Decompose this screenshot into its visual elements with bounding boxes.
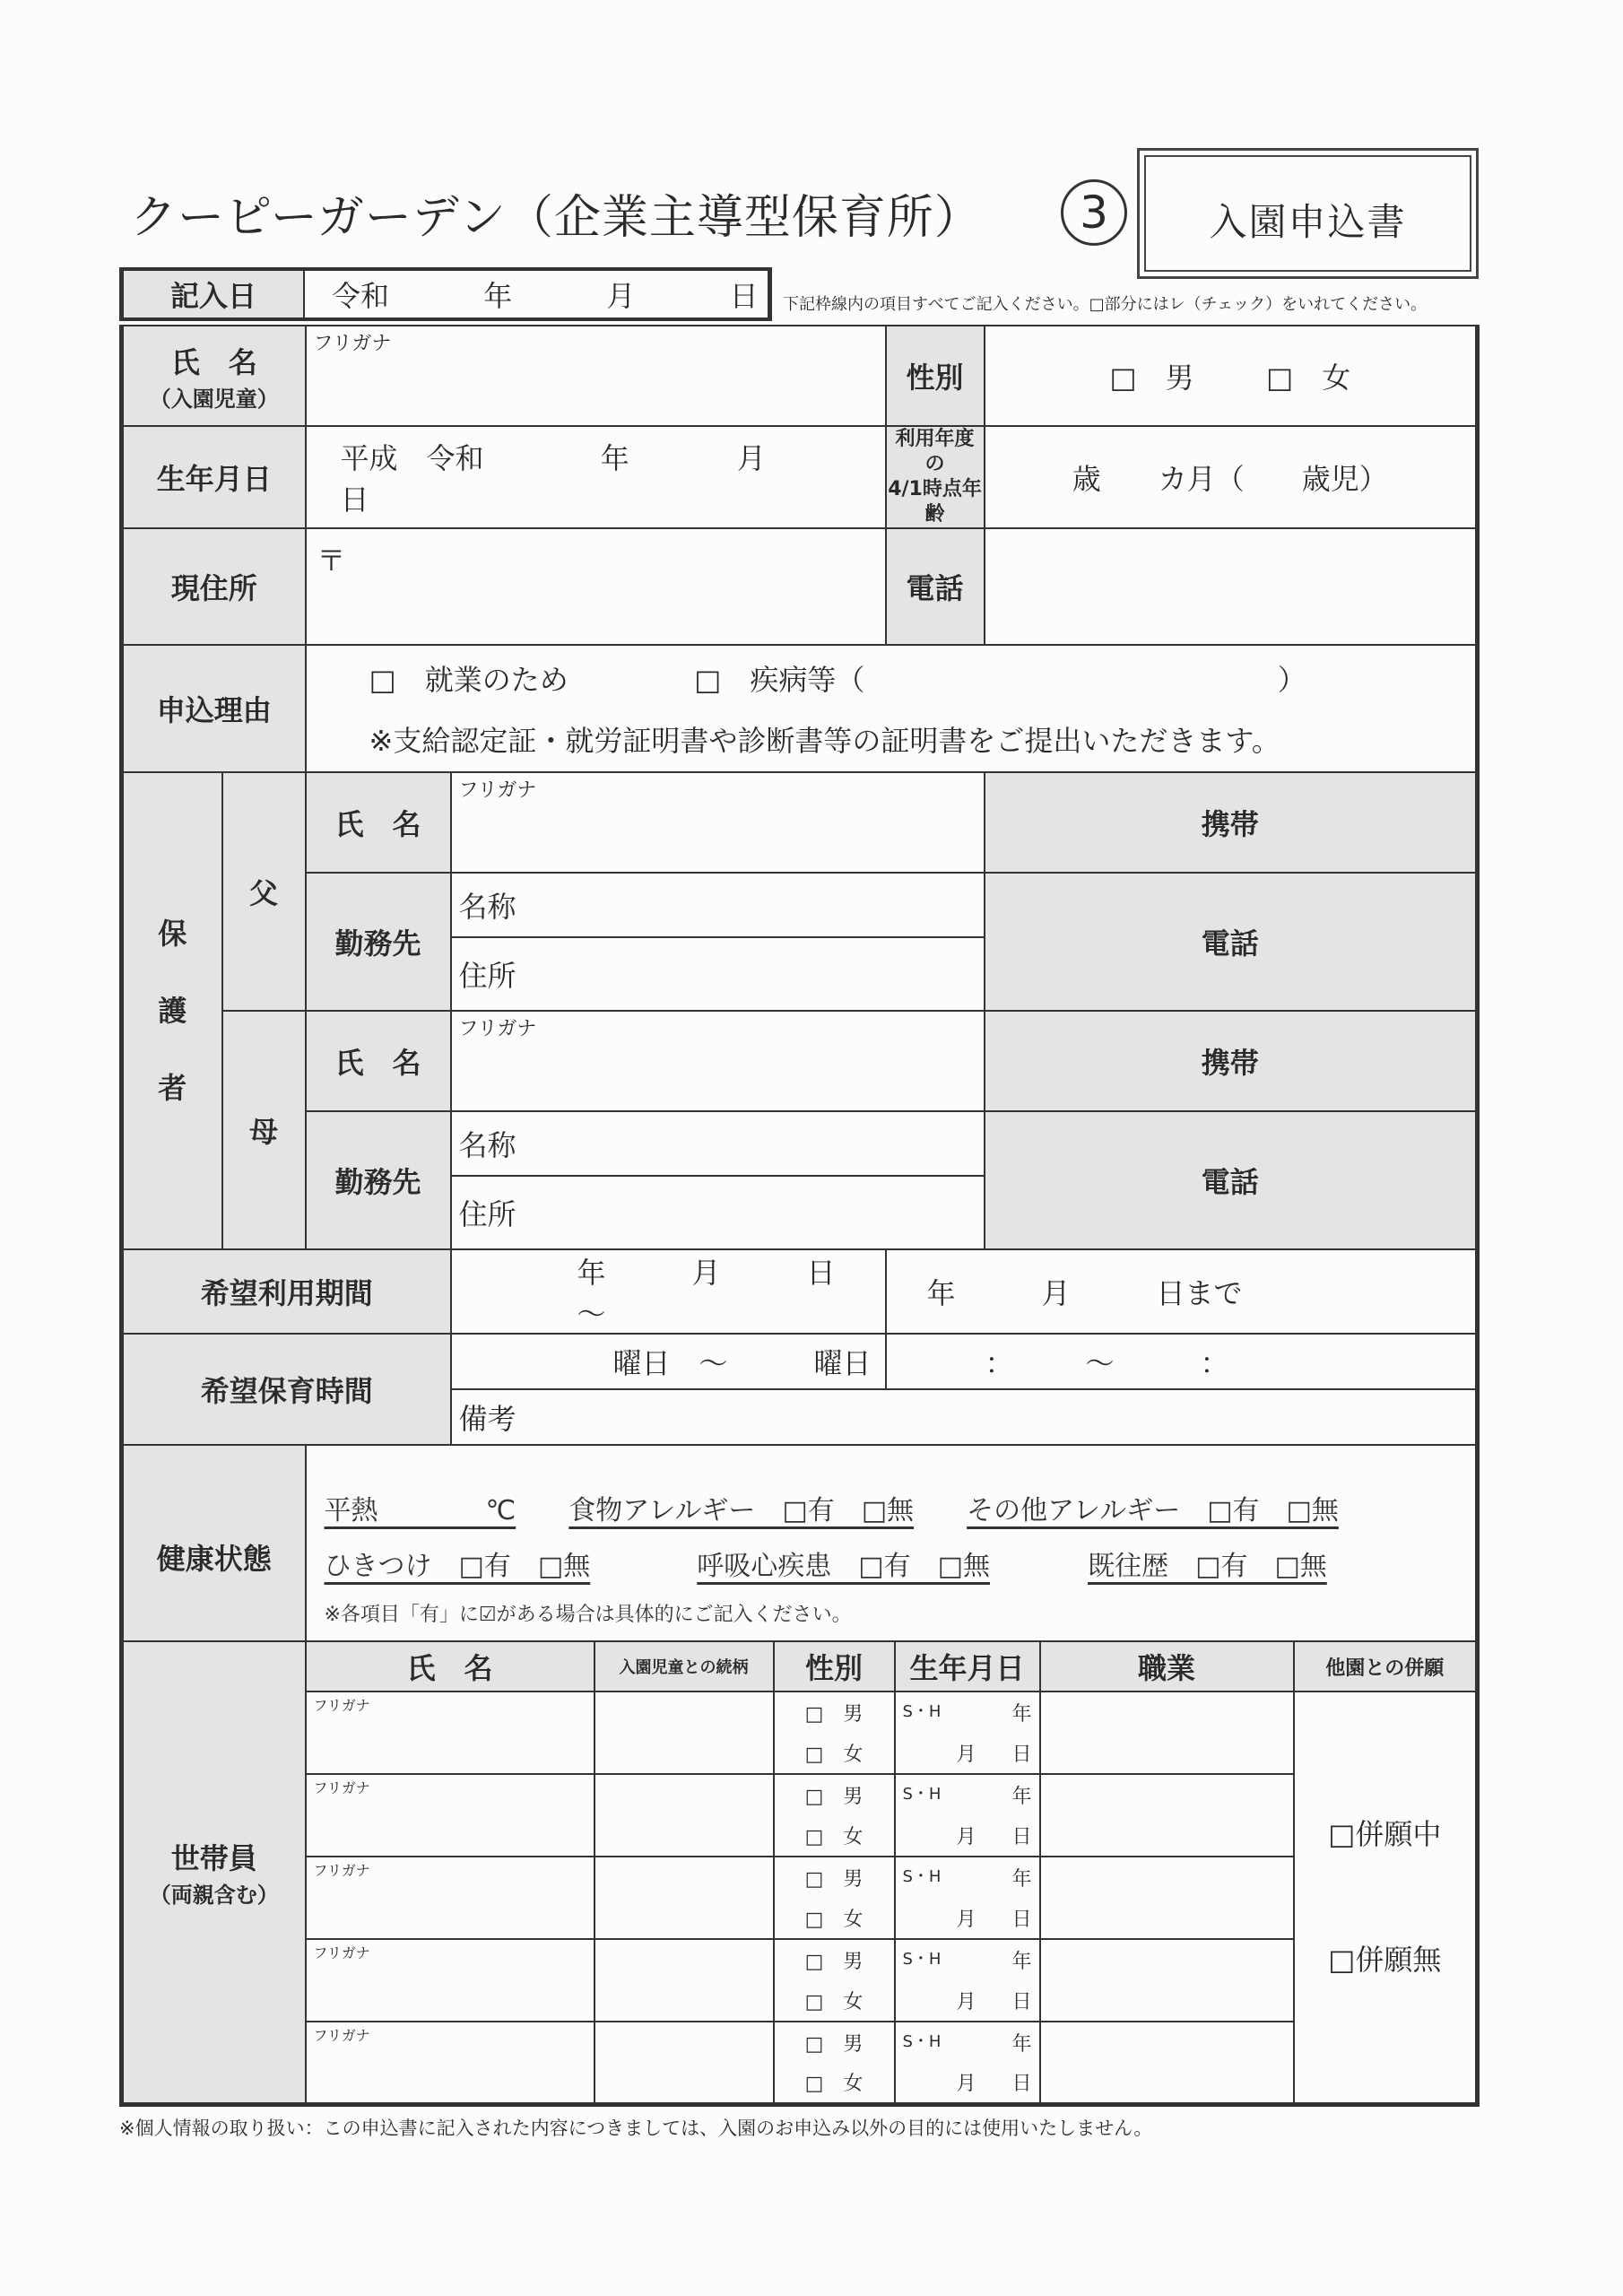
form-number-badge: 3 <box>1061 179 1127 246</box>
furigana-label: フリガナ <box>313 1779 370 1796</box>
birth-eras: 平成 令和 <box>340 441 484 475</box>
household-label-sub: （両親含む） <box>149 1882 279 1908</box>
phone-field[interactable] <box>985 528 1478 645</box>
mother-company-field[interactable] <box>451 1111 985 1176</box>
pending-checkbox[interactable]: □併願中 <box>1328 1817 1442 1852</box>
other-application-field <box>1294 1692 1478 2104</box>
hours-label: 希望保育時間 <box>122 1334 451 1445</box>
remarks-field[interactable] <box>451 1389 1478 1445</box>
month-text: 月 <box>956 1826 976 1848</box>
child-name-label <box>122 326 306 426</box>
mother-name-label: 氏 名 <box>306 1011 451 1111</box>
member-job-field[interactable] <box>1040 1692 1294 1774</box>
member-birth-md[interactable] <box>895 1980 1040 2022</box>
reason-field <box>306 645 1478 772</box>
era-text: 令和 <box>332 279 390 313</box>
col-relation: 入園児童との続柄 <box>595 1641 774 1692</box>
postal-mark: 〒 <box>317 544 346 578</box>
furigana-label: フリガナ <box>313 2027 370 2044</box>
address-field[interactable] <box>306 528 886 645</box>
age-label-line2: 4/1時点年齢 <box>888 478 982 526</box>
era-sh: S・H <box>902 2032 942 2051</box>
member-relation-field[interactable] <box>595 2022 774 2104</box>
father-work-label: 勤務先 <box>306 873 451 1011</box>
father-phone-label: 電話 <box>985 873 1478 1011</box>
member-name-field[interactable] <box>306 1774 595 1857</box>
child-name-label-sub: （入園児童） <box>149 386 279 412</box>
member-male[interactable]: □ 男 <box>774 1692 895 1733</box>
form-title: クーピーガーデン（企業主導型保育所） <box>130 191 982 245</box>
reason-label: 申込理由 <box>122 645 306 772</box>
member-relation-field[interactable] <box>595 1692 774 1774</box>
era-sh: S・H <box>902 1702 942 1721</box>
female-checkbox[interactable]: □ 女 <box>1265 361 1351 395</box>
month-text: 月 <box>956 1744 976 1766</box>
medical-history-field[interactable]: 既往歴 □有 □無 <box>1088 1550 1327 1582</box>
health-field <box>306 1445 1478 1669</box>
member-birth-md[interactable] <box>895 1815 1040 1857</box>
body-temp-field[interactable]: 平熱 ℃ <box>324 1494 516 1526</box>
mother-name-field[interactable] <box>451 1011 985 1111</box>
member-male[interactable]: □ 男 <box>774 1774 895 1815</box>
member-birth-year[interactable] <box>895 2022 1040 2063</box>
period-from-field[interactable]: 年 月 日 ～ <box>451 1249 886 1334</box>
entry-date-field[interactable] <box>304 269 770 319</box>
guardian-label-1: 保 <box>158 917 187 951</box>
day-text: 日 <box>1011 2073 1032 2096</box>
child-name-field[interactable] <box>306 326 886 426</box>
birth-year: 年 <box>600 441 629 475</box>
month-text: 月 <box>956 1991 976 2013</box>
mother-label: 母 <box>222 1011 306 1249</box>
privacy-footer: ※個人情報の取り扱い：この申込書に記入された内容につきましては、入園のお申込み以外の目的には使用いたしません。 <box>119 2118 1153 2139</box>
day-text: 日 <box>729 279 759 313</box>
member-birth-md[interactable] <box>895 1733 1040 1774</box>
birthdate-field[interactable] <box>306 426 886 528</box>
member-female[interactable]: □ 女 <box>774 2063 895 2104</box>
entry-date-table <box>119 267 772 321</box>
col-job: 職業 <box>1040 1641 1294 1692</box>
era-sh: S・H <box>902 1785 942 1804</box>
furigana-label: フリガナ <box>313 1862 370 1879</box>
member-birth-year[interactable] <box>895 1774 1040 1815</box>
mother-address-field[interactable] <box>451 1176 985 1249</box>
male-checkbox[interactable]: □ 男 <box>1109 361 1194 395</box>
day-text: 日 <box>1011 1991 1032 2013</box>
guardian-label-3: 者 <box>158 1071 187 1105</box>
birth-day: 日 <box>340 483 369 517</box>
mother-mobile-label: 携帯 <box>985 1011 1478 1111</box>
col-other: 他園との併願 <box>1294 1641 1478 1692</box>
health-label: 健康状態 <box>122 1445 306 1669</box>
member-female[interactable]: □ 女 <box>774 1980 895 2022</box>
birth-month: 月 <box>736 441 766 475</box>
father-address-field[interactable] <box>451 937 985 1011</box>
month-text: 月 <box>956 2073 976 2096</box>
none-checkbox[interactable]: □併願無 <box>1328 1943 1442 1978</box>
work-address-label: 住所 <box>458 959 516 993</box>
form-name-box <box>1137 148 1479 279</box>
member-birth-year[interactable] <box>895 1939 1040 1980</box>
year-text: 年 <box>1011 1951 1032 1973</box>
father-company-field[interactable] <box>451 873 985 937</box>
year-text: 年 <box>483 279 513 313</box>
birthdate-label: 生年月日 <box>122 426 306 528</box>
illness-reason-checkbox[interactable]: □ 疾病等（ <box>694 663 865 697</box>
guardian-label <box>122 772 222 1249</box>
day-text: 日 <box>1011 1826 1032 1848</box>
col-birth: 生年月日 <box>895 1641 1040 1692</box>
household-table <box>119 1640 1480 2107</box>
age-label-line1: 利用年度の <box>895 428 975 475</box>
era-sh: S・H <box>902 1867 942 1886</box>
member-name-field[interactable] <box>306 2022 595 2104</box>
member-job-field[interactable] <box>1040 1939 1294 2022</box>
work-reason-checkbox[interactable]: □ 就業のため <box>369 663 568 697</box>
member-name-field[interactable] <box>306 1692 595 1774</box>
father-name-label: 氏 名 <box>306 772 451 873</box>
household-label-main: 世帯員 <box>170 1840 257 1875</box>
furigana-label: フリガナ <box>458 779 537 802</box>
year-text: 年 <box>1011 2033 1032 2056</box>
company-label: 名称 <box>458 1128 516 1162</box>
month-text: 月 <box>606 279 636 313</box>
address-label: 現住所 <box>122 528 306 645</box>
member-male[interactable]: □ 男 <box>774 1857 895 1898</box>
member-relation-field[interactable] <box>595 1939 774 2022</box>
day-text: 日 <box>1011 1744 1032 1766</box>
furigana-label: フリガナ <box>313 333 392 355</box>
mother-work-label: 勤務先 <box>306 1111 451 1249</box>
member-name-field[interactable] <box>306 1939 595 2022</box>
month-text: 月 <box>956 1909 976 1931</box>
father-mobile-label: 携帯 <box>985 772 1478 873</box>
period-label: 希望利用期間 <box>122 1249 451 1334</box>
reason-note: ※支給認定証・就労証明書や診断書等の証明書をご提出いただきます。 <box>369 724 1280 758</box>
food-allergy-field[interactable]: 食物アレルギー □有 □無 <box>568 1494 915 1526</box>
health-note: ※各項目「有」に☑がある場合は具体的にご記入ください。 <box>324 1603 852 1626</box>
member-relation-field[interactable] <box>595 1774 774 1857</box>
year-text: 年 <box>1011 1868 1032 1891</box>
member-job-field[interactable] <box>1040 1774 1294 1857</box>
instruction-note: 下記枠線内の項目すべてご記入ください。□部分にはレ（チェック）をいれてください。 <box>783 295 1428 314</box>
other-allergy-field[interactable]: その他アレルギー □有 □無 <box>967 1494 1339 1526</box>
father-label: 父 <box>222 772 306 1011</box>
household-label <box>122 1641 306 2104</box>
member-male[interactable]: □ 男 <box>774 2022 895 2063</box>
work-address-label: 住所 <box>458 1197 516 1231</box>
guardian-label-2: 護 <box>158 994 187 1028</box>
father-name-field[interactable] <box>451 772 985 873</box>
member-birth-year[interactable] <box>895 1692 1040 1733</box>
member-name-field[interactable] <box>306 1857 595 1939</box>
remarks-label: 備考 <box>458 1402 516 1436</box>
gender-label: 性別 <box>886 326 985 426</box>
hours-time-field[interactable]: ： ～ ： <box>886 1334 1478 1389</box>
member-birth-md[interactable] <box>895 1898 1040 1939</box>
member-birth-year[interactable] <box>895 1857 1040 1898</box>
entry-date-label: 記入日 <box>122 269 305 319</box>
furigana-label: フリガナ <box>458 1018 537 1040</box>
furigana-label: フリガナ <box>313 1697 370 1714</box>
reason-close-paren: ） <box>1277 663 1306 697</box>
member-job-field[interactable] <box>1040 1857 1294 1939</box>
member-male[interactable]: □ 男 <box>774 1939 895 1980</box>
phone-label: 電話 <box>886 528 985 645</box>
form-name: 入園申込書 <box>1209 200 1407 244</box>
age-field[interactable]: 歳 カ月（ 歳児） <box>985 426 1478 528</box>
member-female[interactable]: □ 女 <box>774 1898 895 1939</box>
year-text: 年 <box>1011 1703 1032 1726</box>
age-label <box>886 426 985 528</box>
furigana-label: フリガナ <box>313 1944 370 1961</box>
company-label: 名称 <box>458 890 516 924</box>
cardiopulmonary-field[interactable]: 呼吸心疾患 □有 □無 <box>697 1550 990 1582</box>
member-birth-md[interactable] <box>895 2063 1040 2104</box>
application-table <box>119 325 1480 1670</box>
gender-field[interactable] <box>985 326 1478 426</box>
member-job-field[interactable] <box>1040 2022 1294 2104</box>
day-text: 日 <box>1011 1909 1032 1931</box>
year-text: 年 <box>1011 1786 1032 1808</box>
member-female[interactable]: □ 女 <box>774 1815 895 1857</box>
hours-days-field[interactable]: 曜日 ～ 曜日 <box>451 1334 886 1389</box>
era-sh: S・H <box>902 1950 942 1969</box>
period-to-field[interactable]: 年 月 日まで <box>886 1249 1478 1334</box>
member-female[interactable]: □ 女 <box>774 1733 895 1774</box>
member-relation-field[interactable] <box>595 1857 774 1939</box>
mother-phone-label: 電話 <box>985 1111 1478 1249</box>
child-name-label-main: 氏 名 <box>170 344 257 379</box>
col-name: 氏 名 <box>306 1641 595 1692</box>
convulsion-field[interactable]: ひきつけ □有 □無 <box>324 1550 591 1582</box>
col-gender: 性別 <box>774 1641 895 1692</box>
